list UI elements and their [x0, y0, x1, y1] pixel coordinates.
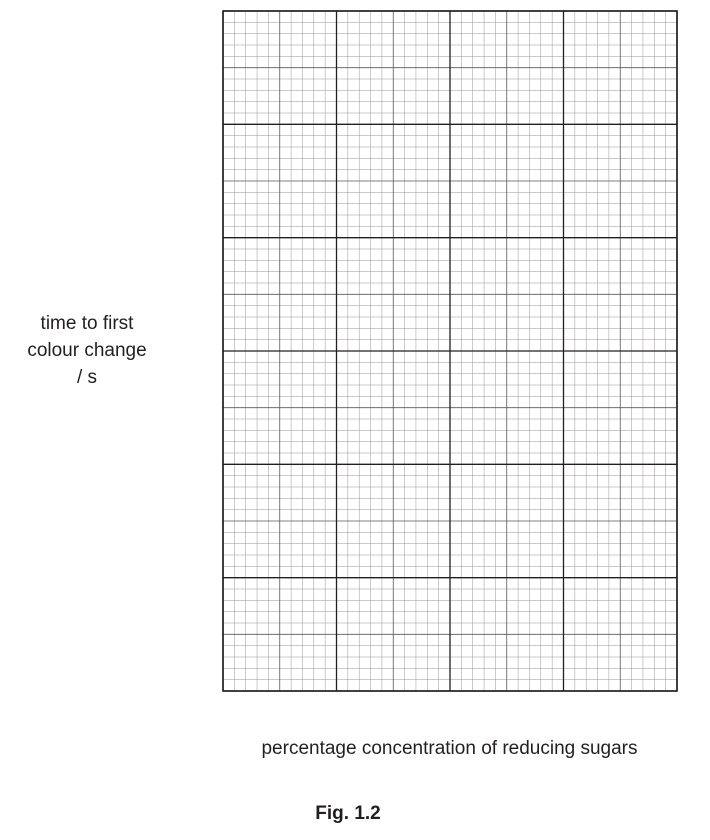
y-axis-label-line-1: time to first: [40, 313, 134, 334]
y-axis-label-line-2: colour change: [27, 340, 147, 361]
figure-caption: Fig. 1.2: [315, 803, 381, 824]
y-axis-label-line-3: / s: [76, 367, 98, 388]
x-axis-label: percentage concentration of reducing sugars: [261, 738, 638, 759]
